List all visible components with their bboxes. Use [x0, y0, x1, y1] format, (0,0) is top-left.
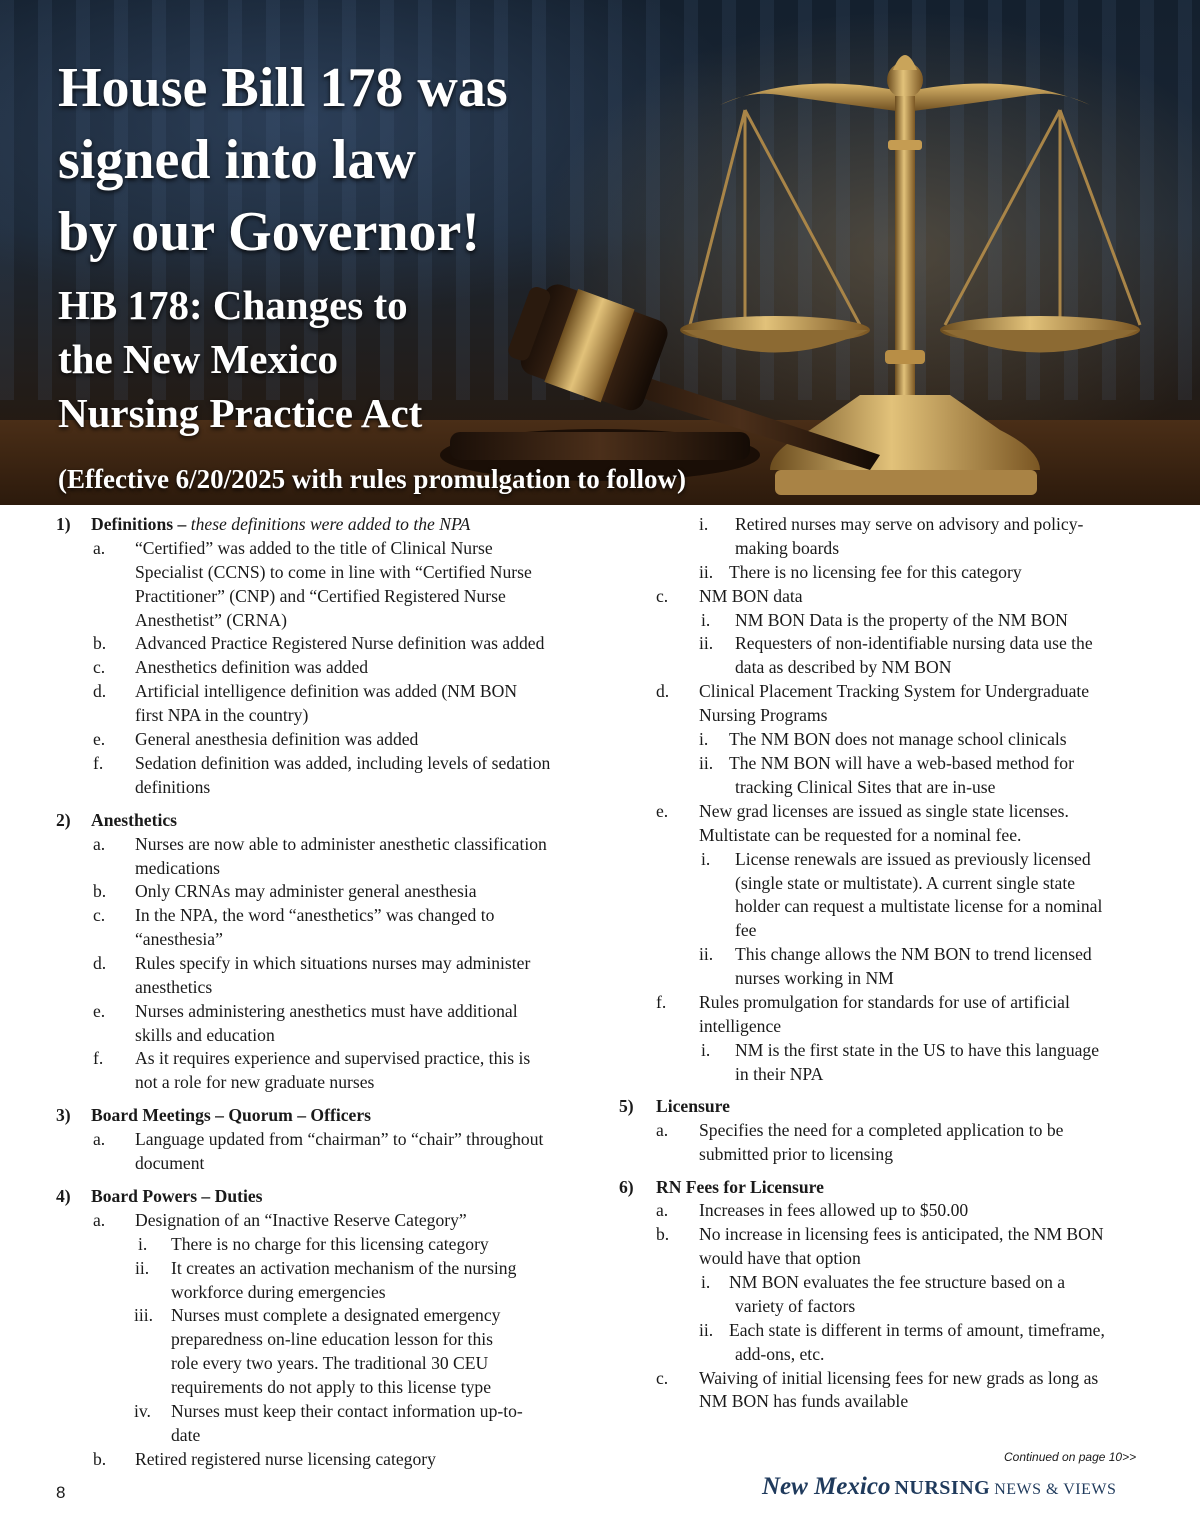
section-title: Anesthetics: [91, 810, 178, 830]
list-text: The NM BON does not manage school clinicals: [729, 729, 1067, 749]
list-marker: b.: [93, 1449, 107, 1469]
list-marker: i.: [701, 1040, 711, 1060]
list-text: medications: [135, 858, 221, 878]
list-text: The NM BON will have a web-based method for: [729, 753, 1074, 773]
effective-date: (Effective 6/20/2025 with rules promulgation to follow): [58, 464, 686, 494]
list-marker: b.: [656, 1224, 670, 1244]
list-marker: d.: [656, 681, 670, 701]
list-marker: iv.: [134, 1401, 151, 1421]
list-marker: c.: [93, 905, 106, 925]
headline: [58, 52, 508, 268]
list-marker: f.: [93, 753, 104, 773]
list-marker: b.: [93, 881, 107, 901]
list-text: (single state or multistate). A current single state: [735, 873, 1076, 893]
list-text: Requesters of non-identifiable nursing data use the: [735, 633, 1093, 653]
list-marker: e.: [656, 801, 669, 821]
list-text: making boards: [735, 538, 840, 558]
section-number: 2): [56, 810, 71, 830]
headline-line: signed into law: [58, 129, 416, 191]
list-marker: ii.: [699, 633, 714, 653]
list-marker: i.: [701, 849, 711, 869]
list-marker: ii.: [699, 1320, 714, 1340]
headline-line: by our Governor!: [58, 201, 481, 263]
list-text: “Certified” was added to the title of Clinical Nurse: [135, 538, 493, 558]
list-marker: i.: [138, 1234, 148, 1254]
list-marker: ii.: [699, 562, 714, 582]
list-marker: d.: [93, 953, 107, 973]
page-number: 8: [56, 1483, 66, 1502]
list-marker: iii.: [134, 1305, 154, 1325]
list-text: Rules specify in which situations nurses may administer: [135, 953, 531, 973]
section-number: 4): [56, 1186, 71, 1206]
subheadline-line: Nursing Practice Act: [58, 390, 423, 436]
continued-note: Continued on page 10>>: [1004, 1450, 1137, 1464]
list-text: NM is the first state in the US to have this language: [735, 1040, 1100, 1060]
list-text: role every two years. The traditional 30 CEU: [171, 1353, 489, 1373]
section-number: 6): [619, 1177, 634, 1197]
list-text: Sedation definition was added, including levels of sedation: [135, 753, 551, 773]
list-marker: a.: [93, 538, 106, 558]
section-title: Board Meetings – Quorum – Officers: [91, 1105, 371, 1125]
masthead-nursing: NURSING: [894, 1477, 991, 1499]
list-text: requirements do not apply to this license type: [171, 1377, 492, 1397]
list-text: Nurses must complete a designated emergency: [171, 1305, 501, 1325]
list-text: submitted prior to licensing: [699, 1144, 893, 1164]
gavel-icon: [440, 273, 880, 481]
list-text: tracking Clinical Sites that are in-use: [735, 777, 996, 797]
list-marker: f.: [93, 1048, 104, 1068]
list-text: Rules promulgation for standards for use of artificial: [699, 992, 1070, 1012]
list-text: first NPA in the country): [135, 705, 309, 725]
list-text: holder can request a multistate license for a nominal: [735, 896, 1103, 916]
list-text: intelligence: [699, 1016, 782, 1036]
list-text: definitions: [135, 777, 211, 797]
list-marker: a.: [656, 1200, 669, 1220]
list-text: There is no licensing fee for this category: [729, 562, 1022, 582]
list-text: General anesthesia definition was added: [135, 729, 419, 749]
list-marker: i.: [701, 610, 711, 630]
list-marker: e.: [93, 729, 106, 749]
list-marker: c.: [656, 1368, 669, 1388]
section-title: Definitions –: [91, 514, 191, 534]
section-number: 3): [56, 1105, 71, 1125]
list-text: fee: [735, 920, 757, 940]
list-text: No increase in licensing fees is anticipated, the NM BON: [699, 1224, 1104, 1244]
list-marker: i.: [701, 1272, 711, 1292]
list-text: Designation of an “Inactive Reserve Category”: [135, 1210, 467, 1230]
list-text: It creates an activation mechanism of the nursing: [171, 1258, 517, 1278]
list-text: NM BON data: [699, 586, 803, 606]
list-text: not a role for new graduate nurses: [135, 1072, 375, 1092]
list-text: variety of factors: [735, 1296, 856, 1316]
section-title: Board Powers – Duties: [91, 1186, 263, 1206]
list-marker: ii.: [699, 753, 714, 773]
section-number: 5): [619, 1096, 634, 1116]
section-heading: [91, 513, 470, 537]
list-text: Nurses must keep their contact information up-to-: [171, 1401, 523, 1421]
list-marker: b.: [93, 633, 107, 653]
list-text: Only CRNAs may administer general anesthesia: [135, 881, 477, 901]
list-text: Multistate can be requested for a nominal fee.: [699, 825, 1022, 845]
subheadline-line: HB 178: Changes to: [58, 282, 408, 328]
list-text: nurses working in NM: [735, 968, 894, 988]
list-marker: a.: [93, 834, 106, 854]
list-text: Retired registered nurse licensing category: [135, 1449, 436, 1469]
list-marker: a.: [93, 1210, 106, 1230]
list-text: There is no charge for this licensing category: [171, 1234, 489, 1254]
list-text: Clinical Placement Tracking System for Undergraduate: [699, 681, 1090, 701]
list-text: Waiving of initial licensing fees for new grads as long as: [699, 1368, 1099, 1388]
list-text: Nursing Programs: [699, 705, 828, 725]
list-text: “anesthesia”: [135, 929, 223, 949]
list-text: Specifies the need for a completed application to be: [699, 1120, 1064, 1140]
subheadline-line: the New Mexico: [58, 336, 339, 382]
list-text: Language updated from “chairman” to “chair” throughout: [135, 1129, 544, 1149]
list-marker: a.: [656, 1120, 669, 1140]
publication-masthead: [762, 1473, 1116, 1501]
section-title: Licensure: [656, 1096, 730, 1116]
list-text: Anesthetist” (CRNA): [135, 610, 287, 630]
list-text: would have that option: [699, 1248, 861, 1268]
list-text: Retired nurses may serve on advisory and policy-: [735, 514, 1084, 534]
list-text: anesthetics: [135, 977, 213, 997]
list-marker: ii.: [135, 1258, 150, 1278]
masthead-views: NEWS & VIEWS: [994, 1481, 1117, 1498]
list-text: Each state is different in terms of amount, timeframe,: [729, 1320, 1105, 1340]
list-text: Nurses are now able to administer anesthetic classification: [135, 834, 547, 854]
list-text: in their NPA: [735, 1064, 824, 1084]
section-note: these definitions were added to the NPA: [190, 514, 471, 534]
list-text: This change allows the NM BON to trend licensed: [735, 944, 1092, 964]
list-text: NM BON Data is the property of the NM BON: [735, 610, 1068, 630]
list-text: Advanced Practice Registered Nurse definition was added: [135, 633, 545, 653]
list-text: NM BON evaluates the fee structure based on a: [729, 1272, 1066, 1292]
list-marker: c.: [93, 657, 106, 677]
list-marker: a.: [93, 1129, 106, 1149]
section-title: RN Fees for Licensure: [656, 1177, 824, 1197]
list-text: date: [171, 1425, 201, 1445]
list-marker: i.: [699, 514, 709, 534]
list-text: New grad licenses are issued as single state licenses.: [699, 801, 1069, 821]
list-marker: e.: [93, 1001, 106, 1021]
list-text: Anesthetics definition was added: [135, 657, 369, 677]
masthead-script: New Mexico: [762, 1473, 891, 1500]
hero-banner: [0, 0, 1200, 505]
subheadline: [58, 278, 422, 440]
list-marker: f.: [656, 992, 667, 1012]
headline-line: House Bill 178 was: [58, 57, 508, 119]
list-text: data as described by NM BON: [735, 657, 952, 677]
list-text: workforce during emergencies: [171, 1282, 386, 1302]
list-text: Increases in fees allowed up to $50.00: [699, 1200, 969, 1220]
list-text: preparedness on-line education lesson for this: [171, 1329, 493, 1349]
list-marker: c.: [656, 586, 669, 606]
list-text: add-ons, etc.: [735, 1344, 825, 1364]
list-marker: ii.: [699, 944, 714, 964]
list-text: Specialist (CCNS) to come in line with “Certified Nurse: [135, 562, 532, 582]
list-text: skills and education: [135, 1025, 275, 1045]
list-text: Nurses administering anesthetics must have additional: [135, 1001, 518, 1021]
list-text: Practitioner” (CNP) and “Certified Registered Nurse: [135, 586, 506, 606]
list-text: NM BON has funds available: [699, 1391, 909, 1411]
list-text: License renewals are issued as previously licensed: [735, 849, 1091, 869]
section-number: 1): [56, 514, 71, 534]
list-text: In the NPA, the word “anesthetics” was changed to: [135, 905, 495, 925]
list-marker: i.: [699, 729, 709, 749]
list-marker: d.: [93, 681, 107, 701]
list-text: Artificial intelligence definition was added (NM BON: [135, 681, 518, 701]
list-text: document: [135, 1153, 205, 1173]
list-text: As it requires experience and supervised practice, this is: [135, 1048, 531, 1068]
